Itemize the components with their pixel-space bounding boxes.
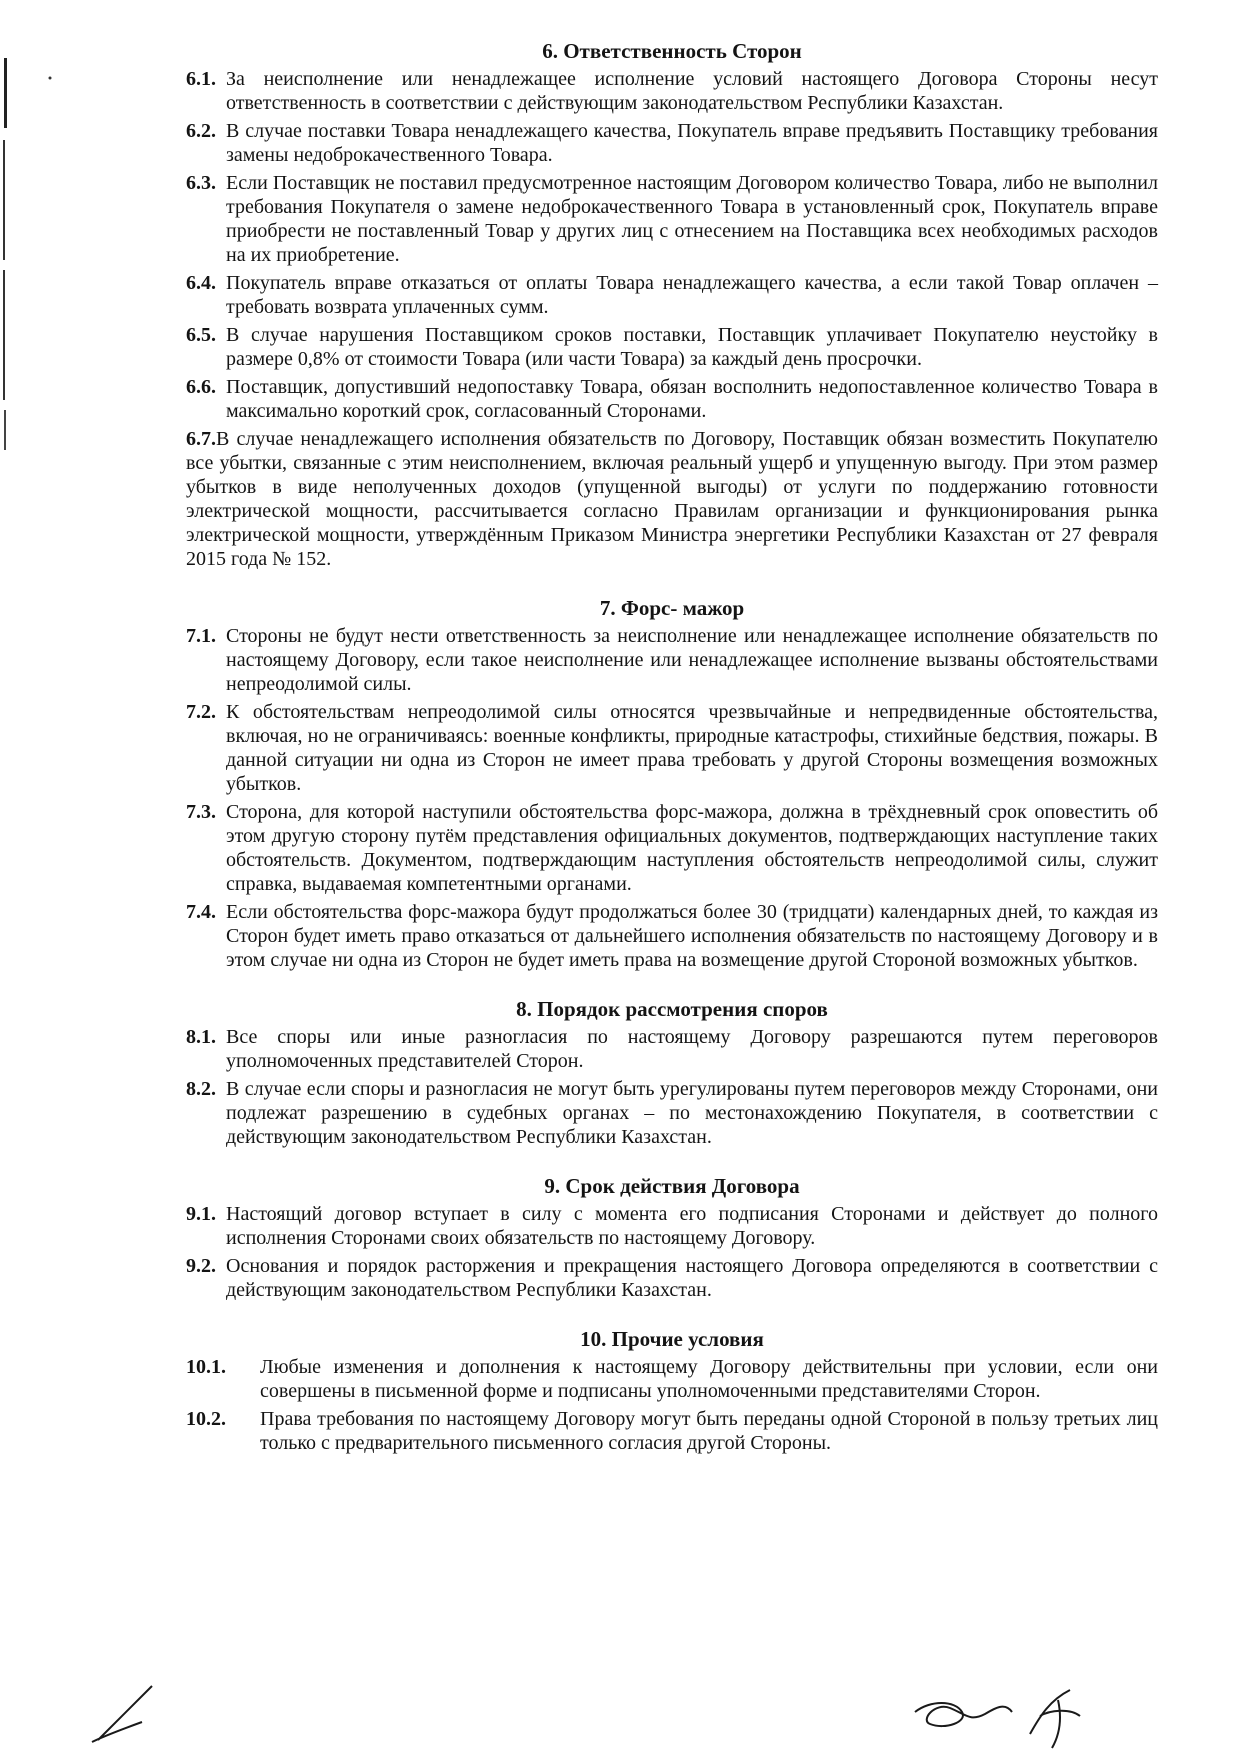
clause: [186, 1254, 1158, 1302]
left-initial-signature: [92, 1686, 152, 1742]
clause-text: Основания и порядок расторжения и прекращения настоящего Договора определяются в соответствии с действующим законодательством Республики Казахстан.: [226, 1255, 1158, 1301]
section-9: [186, 1173, 1158, 1302]
clause-number: 8.2.: [186, 1078, 216, 1100]
clause-text: Все споры или иные разногласия по настоящему Договору разрешаются путем переговоров уполномоченных представителей Сторон.: [226, 1026, 1158, 1072]
clause-text: За неисполнение или ненадлежащее исполнение условий настоящего Договора Стороны несут ответственность в соответствии с действующим законодательством Республики Казахстан.: [226, 68, 1158, 114]
clause-text: Покупатель вправе отказаться от оплаты Товара ненадлежащего качества, а если такой Товар оплачен – требовать возврата уплаченных сумм.: [226, 272, 1158, 318]
section-6: [186, 38, 1158, 571]
clause-number: 6.3.: [186, 172, 216, 194]
clause-number: 9.2.: [186, 1255, 216, 1277]
clause-text: В случае поставки Товара ненадлежащего качества, Покупатель вправе предъявить Поставщику требования замены недоброкачественного Товара.: [226, 120, 1158, 166]
clause-text: Если обстоятельства форс-мажора будут продолжаться более 30 (тридцати) календарных дней, то каждая из Сторон будет иметь право отказаться от дальнейшего исполнения обязательств по настоящему Договору и в этом случае ни одна из Сторон не будет иметь права на возмещение другой Стороной возможных убытков.: [226, 901, 1158, 971]
clause-text: В случае если споры и разногласия не могут быть урегулированы путем переговоров между Сторонами, они подлежат разрешению в судебных органах – по местонахождению Покупателя, в соответствии с действующим законодательством Республики Казахстан.: [226, 1078, 1158, 1148]
clause-text: Сторона, для которой наступили обстоятельства форс-мажора, должна в трёхдневный срок оповестить об этом другую сторону путём представления официальных документов, подтверждающих наступление таких обстоятельств. Документом, подтверждающим наступления обстоятельств непреодолимой силы, служит справка, выдаваемая компетентными органами.: [226, 801, 1158, 895]
clause-text: В случае ненадлежащего исполнения обязательств по Договору, Поставщик обязан возместить Покупателю все убытки, связанные с этим неисполнением, включая реальный ущерб и упущенную выгоду. При этом размер убытков в виде неполученных доходов (упущенной выгоды) от услуги по поддержанию готовности электрической мощности, рассчитывается согласно Правилам организации и функционирования рынка электрической мощности, утверждённым Приказом Министра энергетики Республики Казахстан от 27 февраля 2015 года № 152.: [186, 428, 1158, 570]
clause-number: 9.1.: [186, 1203, 216, 1225]
clause: [186, 1077, 1158, 1149]
right-initials-signature: [915, 1690, 1080, 1748]
clause: [186, 67, 1158, 115]
scan-margin-marks: [0, 0, 60, 500]
clause: [186, 1025, 1158, 1073]
clause-number: 6.2.: [186, 120, 216, 142]
contract-body: [186, 38, 1158, 1479]
clause-number: 6.7.: [186, 428, 216, 450]
clause-number: 6.6.: [186, 376, 216, 398]
section-10: [186, 1326, 1158, 1455]
clause-text: Любые изменения и дополнения к настоящему Договору действительны при условии, если они совершены в письменной форме и подписаны уполномоченными представителями Сторон.: [260, 1356, 1158, 1402]
clause: [186, 1407, 1158, 1455]
clause-number: 7.1.: [186, 625, 216, 647]
section-title: 8. Порядок рассмотрения споров: [516, 997, 828, 1021]
clause: [186, 171, 1158, 267]
section-title: 10. Прочие условия: [580, 1327, 764, 1351]
clause: [186, 427, 1158, 571]
clause: [186, 119, 1158, 167]
clause-number: 6.4.: [186, 272, 216, 294]
clause: [186, 1355, 1158, 1403]
clause-text: Если Поставщик не поставил предусмотренное настоящим Договором количество Товара, либо не выполнил требования Покупателя о замене недоброкачественного Товара в установленный срок, Покупатель вправе приобрести не поставленный Товар у других лиц с отнесением на Поставщика всех необходимых расходов на их приобретение.: [226, 172, 1158, 266]
clause: [186, 1202, 1158, 1250]
clause: [186, 271, 1158, 319]
clause-number: 8.1.: [186, 1026, 216, 1048]
clause-number: 7.2.: [186, 701, 216, 723]
clause-number: 6.1.: [186, 68, 216, 90]
section-title: 9. Срок действия Договора: [544, 1174, 800, 1198]
clause: [186, 624, 1158, 696]
clause: [186, 800, 1158, 896]
clause: [186, 900, 1158, 972]
clause-text: К обстоятельствам непреодолимой силы относятся чрезвычайные и непредвиденные обстоятельства, включая, но не ограничиваясь: военные конфликты, природные катастрофы, стихийные бедствия, пожары. В данной ситуации ни одна из Сторон не имеет права требовать у другой Стороны возмещения возможных убытков.: [226, 701, 1158, 795]
section-title: 6. Ответственность Сторон: [542, 39, 802, 63]
clause-number: 10.2.: [186, 1408, 226, 1430]
clause-text: Настоящий договор вступает в силу с момента его подписания Сторонами и действует до полного исполнения Сторонами своих обязательств по настоящему Договору.: [226, 1203, 1158, 1249]
clause: [186, 700, 1158, 796]
clause-number: 6.5.: [186, 324, 216, 346]
section-title: 7. Форс- мажор: [599, 596, 745, 620]
clause-text: Права требования по настоящему Договору могут быть переданы одной Стороной в пользу третьих лиц только с предварительного письменного согласия другой Стороны.: [260, 1408, 1158, 1454]
clause-text: В случае нарушения Поставщиком сроков поставки, Поставщик уплачивает Покупателю неустойку в размере 0,8% от стоимости Товара (или части Товара) за каждый день просрочки.: [226, 324, 1158, 370]
clause-text: Поставщик, допустивший недопоставку Товара, обязан восполнить недопоставленное количество Товара в максимально короткий срок, согласованный Сторонами.: [226, 376, 1158, 422]
clause-number: 7.3.: [186, 801, 216, 823]
section-8: [186, 996, 1158, 1149]
clause-text: Стороны не будут нести ответственность за неисполнение или ненадлежащее исполнение обязательств по настоящему Договору, если такое неисполнение или ненадлежащее исполнение вызваны обстоятельствами непреодолимой силы.: [226, 625, 1158, 695]
clause-number: 10.1.: [186, 1356, 226, 1378]
clause: [186, 375, 1158, 423]
clause: [186, 323, 1158, 371]
section-7: [186, 595, 1158, 972]
clause-number: 7.4.: [186, 901, 216, 923]
